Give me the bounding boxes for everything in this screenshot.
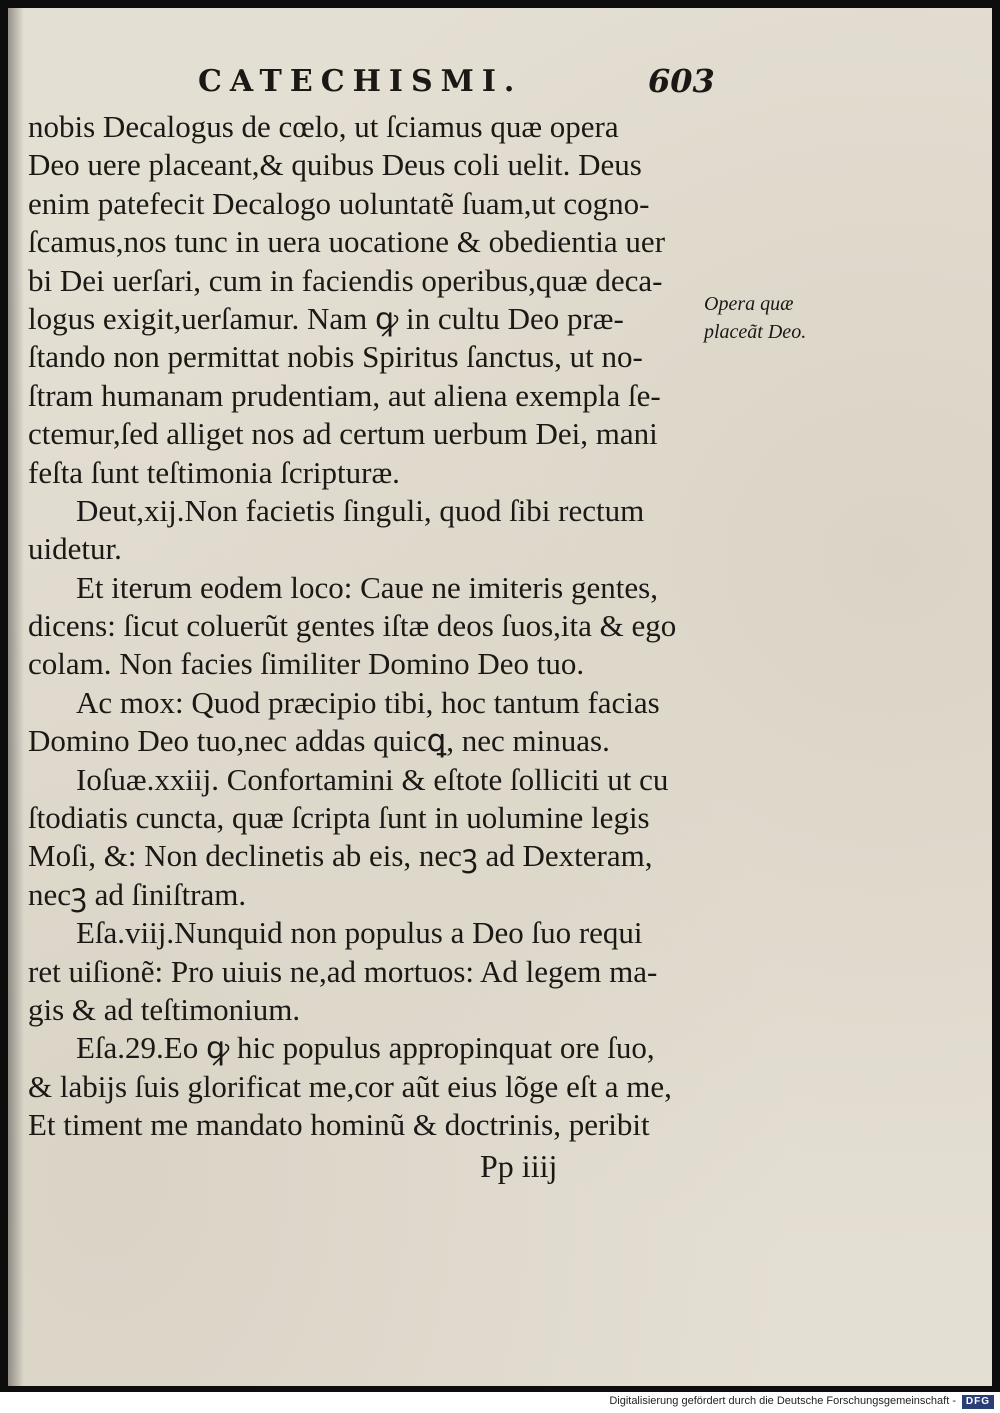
running-head: CATECHISMI. <box>198 64 523 99</box>
body-text <box>28 108 708 1145</box>
marginal-note-line: Opera quæ <box>704 293 794 315</box>
footer-bar <box>0 1392 1000 1413</box>
text-line: ſtram humanam prudentiam, aut aliena exempla ſe- <box>28 377 661 413</box>
text-line: Eſa.29.Eo ꝙ hic populus appropinquat ore ſuo, <box>76 1030 655 1066</box>
text-line: colam. Non facies ſimiliter Domino Deo tuo. <box>28 646 585 682</box>
signature-mark: Pp iiij <box>480 1148 558 1184</box>
text-line: gis & ad teſtimonium. <box>28 991 301 1027</box>
text-line: Ac mox: Quod præcipio tibi, hoc tantum facias <box>76 684 660 720</box>
text-line: logus exigit,uerſamur. Nam ꝙ in cultu Deo præ- <box>28 300 624 336</box>
text-line: ſtando non permittat nobis Spiritus ſanctus, ut no- <box>28 339 643 375</box>
text-line: Et timent me mandato hominũ & doctrinis, peribit <box>28 1107 650 1143</box>
text-line: bi Dei uerſari, cum in faciendis operibus,quæ deca- <box>28 262 663 298</box>
text-line: Et iterum eodem loco: Caue ne imiteris gentes, <box>76 569 658 605</box>
text-line: Eſa.viij.Nunquid non populus a Deo ſuo requi <box>76 915 643 951</box>
text-line: dicens: ſicut coluerũt gentes iſtæ deos ſuos,ita & ego <box>28 608 677 644</box>
page-number: 603 <box>648 62 715 100</box>
text-line: ret uiſionẽ: Pro uiuis ne,ad mortuos: Ad legem ma- <box>28 953 658 989</box>
text-line: Deut,xij.Non facietis ſinguli, quod ſibi rectum <box>76 492 645 528</box>
text-line: Ioſuæ.xxiij. Confortamini & eſtote ſolliciti ut cu <box>76 761 669 797</box>
text-line: Deo uere placeant,& quibus Deus coli uelit. Deus <box>28 147 642 183</box>
text-line: & labijs ſuis glorificat me,cor aũt eius lõge eſt a me, <box>28 1068 672 1104</box>
text-line: Moſi, &: Non declinetis ab eis, necꝫ ad Dexteram, <box>28 838 653 874</box>
dfg-logo: DFG <box>962 1395 994 1409</box>
text-line: nobis Decalogus de cœlo, ut ſciamus quæ opera <box>28 109 619 144</box>
text-line: feſta ſunt teſtimonia ſcripturæ. <box>28 454 400 490</box>
text-line: ſtodiatis cuncta, quæ ſcripta ſunt in uolumine legis <box>28 800 650 836</box>
text-line: uidetur. <box>28 531 122 567</box>
text-line: ſcamus,nos tunc in uera uocatione & obedientia uer <box>28 224 666 260</box>
text-line: Domino Deo tuo,nec addas quicꝗ, nec minuas. <box>28 723 610 759</box>
funding-credit: Digitalisierung gefördert durch die Deutsche Forschungsgemeinschaft - <box>609 1395 956 1407</box>
text-line: necꝫ ad ſiniſtram. <box>28 876 247 912</box>
gutter-shadow <box>8 8 24 1386</box>
text-line: enim patefecit Decalogo uoluntatẽ ſuam,ut cogno- <box>28 185 650 221</box>
book-page <box>8 8 992 1386</box>
marginal-note-line: placeãt Deo. <box>704 321 807 343</box>
marginal-note <box>704 290 834 346</box>
text-line: ctemur,ſed alliget nos ad certum uerbum Dei, mani <box>28 416 658 452</box>
